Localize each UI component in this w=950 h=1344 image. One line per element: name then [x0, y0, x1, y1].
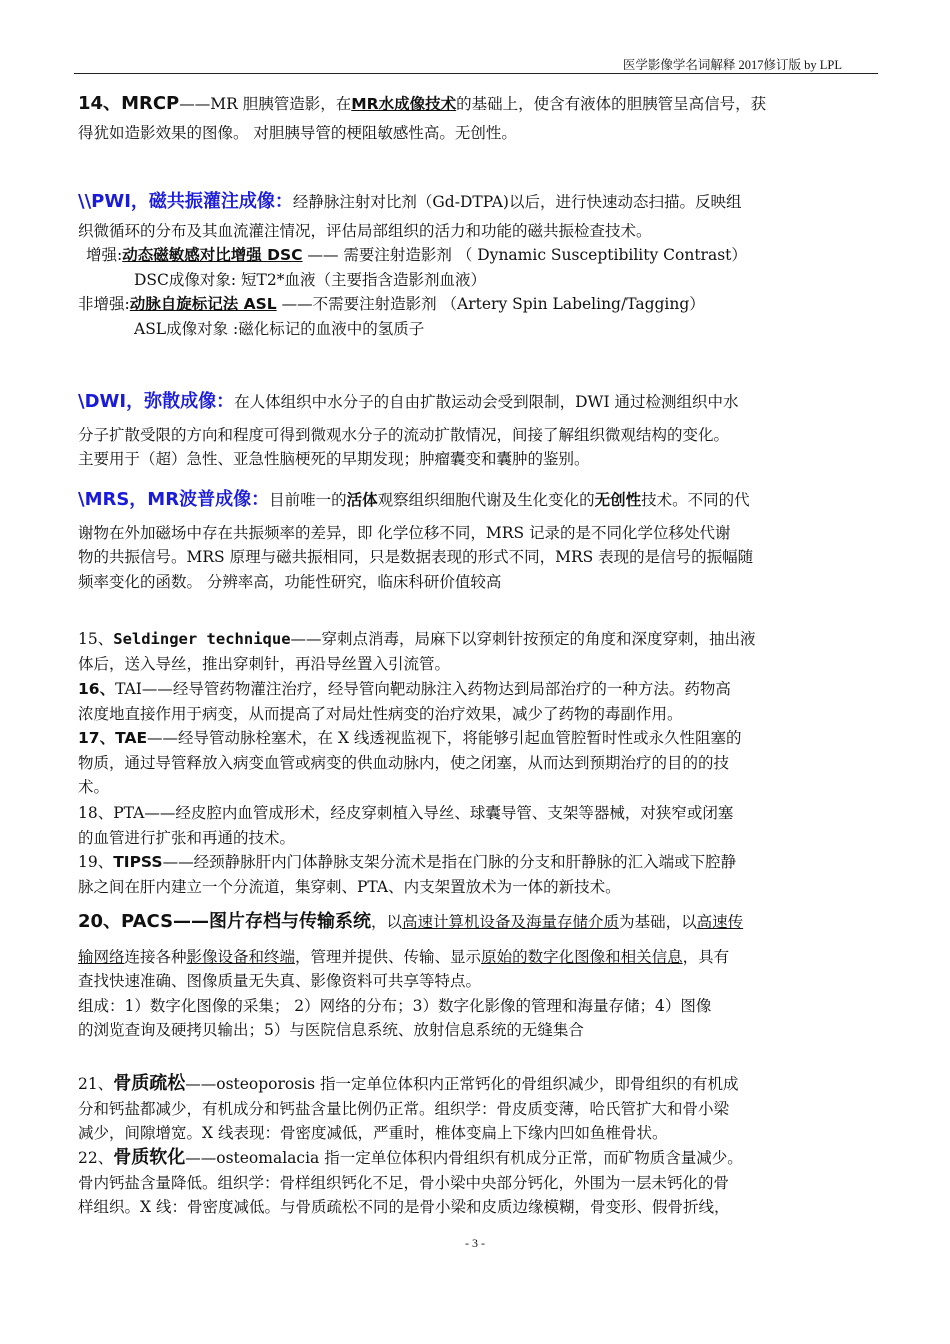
entry-text-line: 查找快速准确、图像质量无失真、影像资料可共享等特点。 [78, 972, 482, 990]
entry-text-line: 减少，间隙增宽。X 线表现：骨密度减低，严重时，椎体变扁上下缘内凹如鱼椎骨状。 [78, 1124, 668, 1142]
entry-text: 目前唯一的 [269, 491, 347, 509]
entry-text: ——经导管药物灌注治疗，经导管向靶动脉注入药物达到局部治疗的一种方法。药物高 [141, 680, 731, 698]
entry-17 [78, 726, 876, 800]
entry-text-line: 体后，送入导丝，推出穿刺针，再沿导丝置入引流管。 [78, 654, 451, 673]
entry-text-line: 脉之间在肝内建立一个分流道，集穿刺、PTA、内支架置放术为一体的新技术。 [78, 877, 621, 896]
entry-22 [78, 1146, 876, 1220]
underlined-term: 动脉自旋标记法 ASL [129, 295, 277, 313]
entry-20 [78, 910, 876, 1043]
entry-dash: ——MR [179, 95, 238, 113]
entry-text-line: 组成：1）数字化图像的采集； 2）网络的分布；3）数字化影像的管理和海量存储；4）图像 [78, 996, 712, 1015]
entry-text-line: 样组织。X 线：骨密度减低。与骨质疏松不同的是骨小梁和皮质边缘模糊，骨变形、假骨折线， [78, 1198, 730, 1216]
entry-text: 观察组织细胞代谢及生化变化的 [377, 491, 595, 509]
entry-19 [78, 850, 876, 899]
label-enhanced: 增强: [86, 246, 123, 264]
entry-18 [78, 801, 876, 850]
underlined-term: 原始的数字化图像和相关信息 [481, 947, 683, 966]
entry-text: 在人体组织中水分子的自由扩散运动会受到限制，DWI 通过检测组织中水 [234, 393, 739, 411]
entry-term: 骨质软化 [113, 1147, 186, 1168]
entry-text-line: DSC成像对象: 短T2*血液（主要指含造影剂血液） [134, 270, 487, 289]
entry-text: ，以 [371, 913, 403, 931]
entry-text-line: 骨内钙盐含量降低。组织学：骨样组织钙化不足，骨小梁中央部分钙化，外围为一层未钙化的骨 [78, 1173, 730, 1192]
entry-dwi [78, 390, 876, 472]
underlined-term: 高速传 [696, 913, 744, 931]
entry-term: MRCP [121, 93, 180, 114]
entry-text: ——经颈静脉肝内门体静脉支架分流术是指在门脉的分支和肝静脉的汇入端或下腔静 [162, 853, 737, 871]
entry-16 [78, 677, 876, 726]
entry-term: TAE [115, 729, 148, 747]
entry-text: 的基础上，使含有液体的胆胰管呈高信号，获 [456, 95, 767, 113]
entry-text: 连接各种 [124, 947, 187, 966]
section-title: \DWI，弥散成像： [78, 391, 235, 412]
underlined-term: 影像设备和终端 [186, 947, 296, 966]
entry-text: ——经导管动脉栓塞术，在 X 线透视监视下，将能够引起血管腔暂时性或永久性阻塞的 [147, 729, 742, 747]
entry-text: 胆胰管造影，在 [237, 95, 352, 113]
underlined-term: 动态磁敏感对比增强 DSC [122, 246, 303, 264]
label-nonenhanced: 非增强: [78, 295, 130, 313]
entry-text: 技术。不同的代 [641, 491, 750, 509]
entry-number: 22、 [78, 1149, 114, 1167]
underlined-term: 输网络 [78, 947, 125, 966]
entry-number: 17、 [78, 729, 116, 747]
underlined-term: MR水成像技术 [351, 95, 457, 113]
entry-15 [78, 627, 876, 676]
entry-text: ——不需要注射造影剂 （Artery Spin Labeling/Tagging） [276, 295, 705, 313]
entry-number: 16、 [78, 680, 116, 698]
section-title: \MRS，MR波普成像： [78, 489, 270, 510]
underlined-term: 高速计算机设备及海量存储介质 [402, 913, 620, 931]
entry-text-line: 术。 [78, 778, 110, 796]
entry-text-line: ASL成像对象 :磁化标记的血液中的氢质子 [134, 319, 425, 338]
entry-pwi [78, 190, 876, 341]
entry-text-line: 浓度地直接作用于病变，从而提高了对局灶性病变的治疗效果，减少了药物的毒副作用。 [78, 704, 683, 723]
bold-term: 无创性 [594, 491, 642, 509]
entry-text: 经静脉注射对比剂（Gd-DTPA)以后，进行快速动态扫描。反映组 [292, 193, 742, 211]
entry-text-line: 频率变化的函数。 分辨率高，功能性研究，临床科研价值较高 [78, 572, 502, 591]
entry-term: Seldinger technique [113, 630, 291, 648]
entry-text-line: 分子扩散受限的方向和程度可得到微观水分子的流动扩散情况，间接了解组织微观结构的变化。 [78, 425, 730, 444]
section-title: \\PWI，磁共振灌注成像： [78, 191, 293, 212]
entry-term: 20、PACS——图片存档与传输系统 [78, 911, 372, 932]
entry-text: 为基础，以 [619, 913, 697, 931]
entry-text: ——穿刺点消毒，局麻下以穿刺针按预定的角度和深度穿刺，抽出液 [290, 630, 756, 648]
entry-text-line: 主要用于（超）急性、亚急性脑梗死的早期发现；肿瘤囊变和囊肿的鉴别。 [78, 450, 590, 468]
entry-number: 19、 [78, 853, 114, 871]
entry-text-line: 物的共振信号。MRS 原理与磁共振相同，只是数据表现的形式不同，MRS 表现的是信号的振幅随 [78, 548, 754, 566]
entry-text: ——经皮腔内血管成形术，经皮穿刺植入导丝、球囊导管、支架等器械，对狭窄或闭塞 [144, 804, 734, 822]
page-header [74, 55, 878, 74]
entry-text-line: 谢物在外加磁场中存在共振频率的差异，即 化学位移不同，MRS 记录的是不同化学位移处代谢 [78, 523, 731, 542]
entry-number: 21、 [78, 1075, 114, 1093]
entry-text-line: 分和钙盐都减少，有机成分和钙盐含量比例仍正常。组织学：骨皮质变薄，哈氏管扩大和骨小梁 [78, 1099, 730, 1118]
entry-text-line: 的血管进行扩张和再通的技术。 [78, 828, 296, 847]
entry-term: PTA [113, 804, 145, 822]
header-text: 医学影像学名词解释 2017修订版 by LPL [622, 58, 842, 72]
entry-text: ——osteomalacia 指一定单位体积内骨组织有机成分正常，而矿物质含量减少。 [185, 1149, 743, 1167]
entry-21 [78, 1072, 876, 1146]
entry-term: 骨质疏松 [113, 1073, 186, 1094]
entry-term: TIPSS [113, 853, 163, 871]
entry-text: —— 需要注射造影剂 （ Dynamic Susceptibility Contrast） [302, 246, 747, 264]
page-number: - 3 - [465, 1236, 485, 1250]
bold-term: 活体 [346, 491, 378, 509]
entry-text: ，具有 [682, 947, 730, 966]
entry-number: 15、 [78, 630, 114, 648]
entry-text-line: 的浏览查询及硬拷贝输出；5）与医院信息系统、放射信息系统的无缝集合 [78, 1021, 584, 1039]
entry-text-line: 物质，通过导管释放入病变血管或病变的供血动脉内，使之闭塞，从而达到预期治疗的目的的技 [78, 753, 730, 772]
entry-number: 18、 [78, 804, 114, 822]
entry-text-line: 得犹如造影效果的图像。 对胆胰导管的梗阻敏感性高。无创性。 [78, 123, 517, 142]
entry-mrcp [78, 92, 876, 145]
entry-text: ，管理并提供、传输、显示 [295, 947, 482, 966]
entry-mrs [78, 488, 876, 594]
entry-text-line: 织微循环的分布及其血流灌注情况，评估局部组织的活力和功能的磁共振检查技术。 [78, 221, 652, 240]
entry-text: ——osteoporosis 指一定单位体积内正常钙化的骨组织减少，即骨组织的有机成 [185, 1075, 739, 1093]
entry-number: 14、 [78, 93, 122, 114]
entry-term: TAI [115, 680, 142, 698]
